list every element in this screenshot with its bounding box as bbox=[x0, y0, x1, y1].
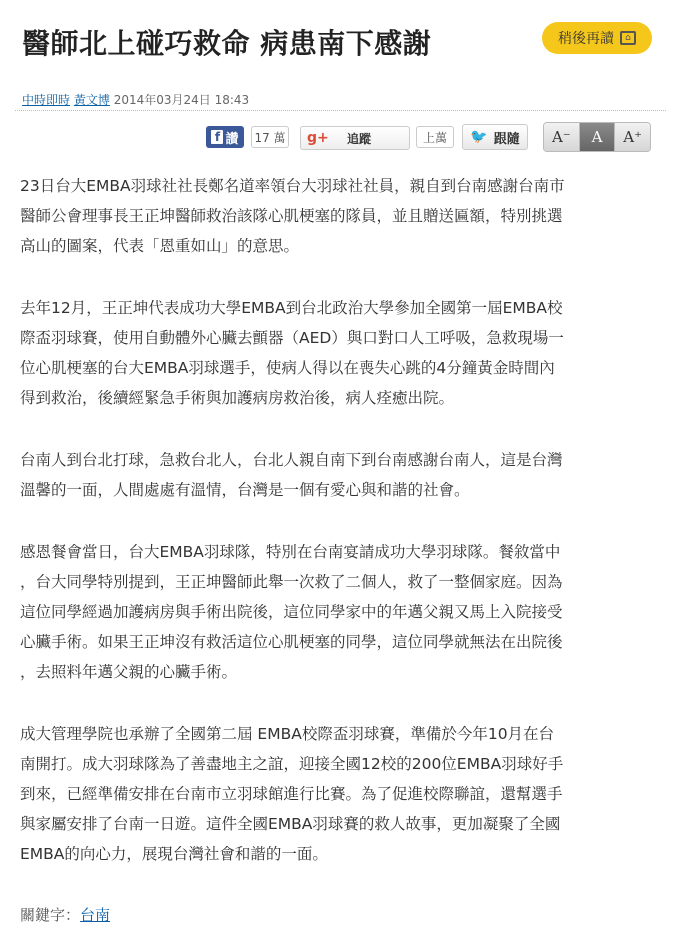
gplus-count: 上萬 bbox=[416, 126, 454, 148]
share-toolbar bbox=[0, 122, 681, 152]
publish-datetime: 2014年03月24日 18:43 bbox=[113, 93, 250, 107]
gplus-follow-label: 追蹤 bbox=[347, 131, 372, 146]
font-decrease-button[interactable]: A⁻ bbox=[544, 123, 580, 151]
facebook-like-label: 讚 bbox=[225, 131, 239, 147]
font-size-controls bbox=[543, 122, 651, 152]
twitter-follow-button[interactable] bbox=[462, 124, 528, 150]
keywords-label: 關鍵字： bbox=[20, 906, 81, 924]
font-increase-button[interactable]: A⁺ bbox=[615, 123, 650, 151]
article-paragraph: 23日台大EMBA羽球社社長鄭名道率領台大羽球社社員，親自到台南感謝台南市 醫師公會理事長王正坤醫師救治該隊心肌梗塞的隊員，並且贈送匾額，特別挑選 高山的圖案，代表「恩重如山」的意思。 bbox=[20, 177, 565, 255]
facebook-icon: f bbox=[211, 130, 223, 144]
source-link[interactable]: 中時即時 bbox=[22, 93, 71, 107]
author-link[interactable]: 黃文博 bbox=[73, 93, 110, 107]
meta-divider bbox=[15, 110, 666, 111]
twitter-bird-icon: 🐦 bbox=[470, 129, 488, 145]
article-title: 醫師北上碰巧救命 病患南下感謝 bbox=[22, 27, 432, 60]
article-paragraph: 成大管理學院也承辦了全國第二屆 EMBA校際盃羽球賽，準備於今年10月在台 南開打。成大羽球隊為了善盡地主之誼，迎接全國12校的200位EMBA羽球好手 到來，已經準備安排在台南市立羽球館進行比賽。為了促進校際聯誼，還幫選手 與家屬安排了台南一日遊。這件全國EMBA羽球賽的救人故事，更加凝聚了全國 EMBA的向心力，展現台灣社會和諧的一面。 bbox=[20, 725, 564, 863]
article-meta bbox=[22, 91, 249, 108]
facebook-like-button[interactable] bbox=[206, 126, 244, 148]
facebook-count: 17 萬 bbox=[251, 126, 289, 148]
read-later-button[interactable] bbox=[542, 22, 652, 54]
article-paragraph: 去年12月，王正坤代表成功大學EMBA到台北政治大學參加全國第一屆EMBA校 際盃羽球賽，使用自動體外心臟去顫器（AED）與口對口人工呼吸，急救現場一 位心肌梗塞的台大EMBA羽球選手，使病人得以在喪失心跳的4分鐘黃金時間內 得到救治，後續經緊急手術與加護病房救治後，病人痊癒出院。 bbox=[20, 299, 564, 407]
bookmark-icon: ⌂ bbox=[620, 31, 636, 45]
keywords-row bbox=[20, 904, 110, 925]
article-body bbox=[20, 171, 660, 901]
gplus-follow-button[interactable] bbox=[300, 126, 410, 150]
read-later-label: 稍後再讀 bbox=[558, 31, 614, 47]
keyword-link[interactable]: 台南 bbox=[80, 906, 111, 924]
google-plus-icon: g+ bbox=[307, 130, 329, 146]
article-paragraph: 台南人到台北打球，急救台北人，台北人親自南下到台南感謝台南人，這是台灣 溫馨的一面，人間處處有溫情，台灣是一個有愛心與和諧的社會。 bbox=[20, 451, 563, 499]
twitter-follow-label: 跟隨 bbox=[493, 131, 520, 147]
font-normal-button[interactable]: A bbox=[580, 123, 616, 151]
article-paragraph: 感恩餐會當日，台大EMBA羽球隊，特別在台南宴請成功大學羽球隊。餐敘當中 ，台大同學特別提到，王正坤醫師此舉一次救了二個人，救了一整個家庭。因為 這位同學經過加護病房與手術出院後，這位同學家中的年邁父親又馬上入院接受 心臟手術。如果王正坤沒有救活這位心肌梗塞的同學，這位同學就無法在出院後 ，去照料年邁父親的心臟手術。 bbox=[20, 543, 563, 681]
